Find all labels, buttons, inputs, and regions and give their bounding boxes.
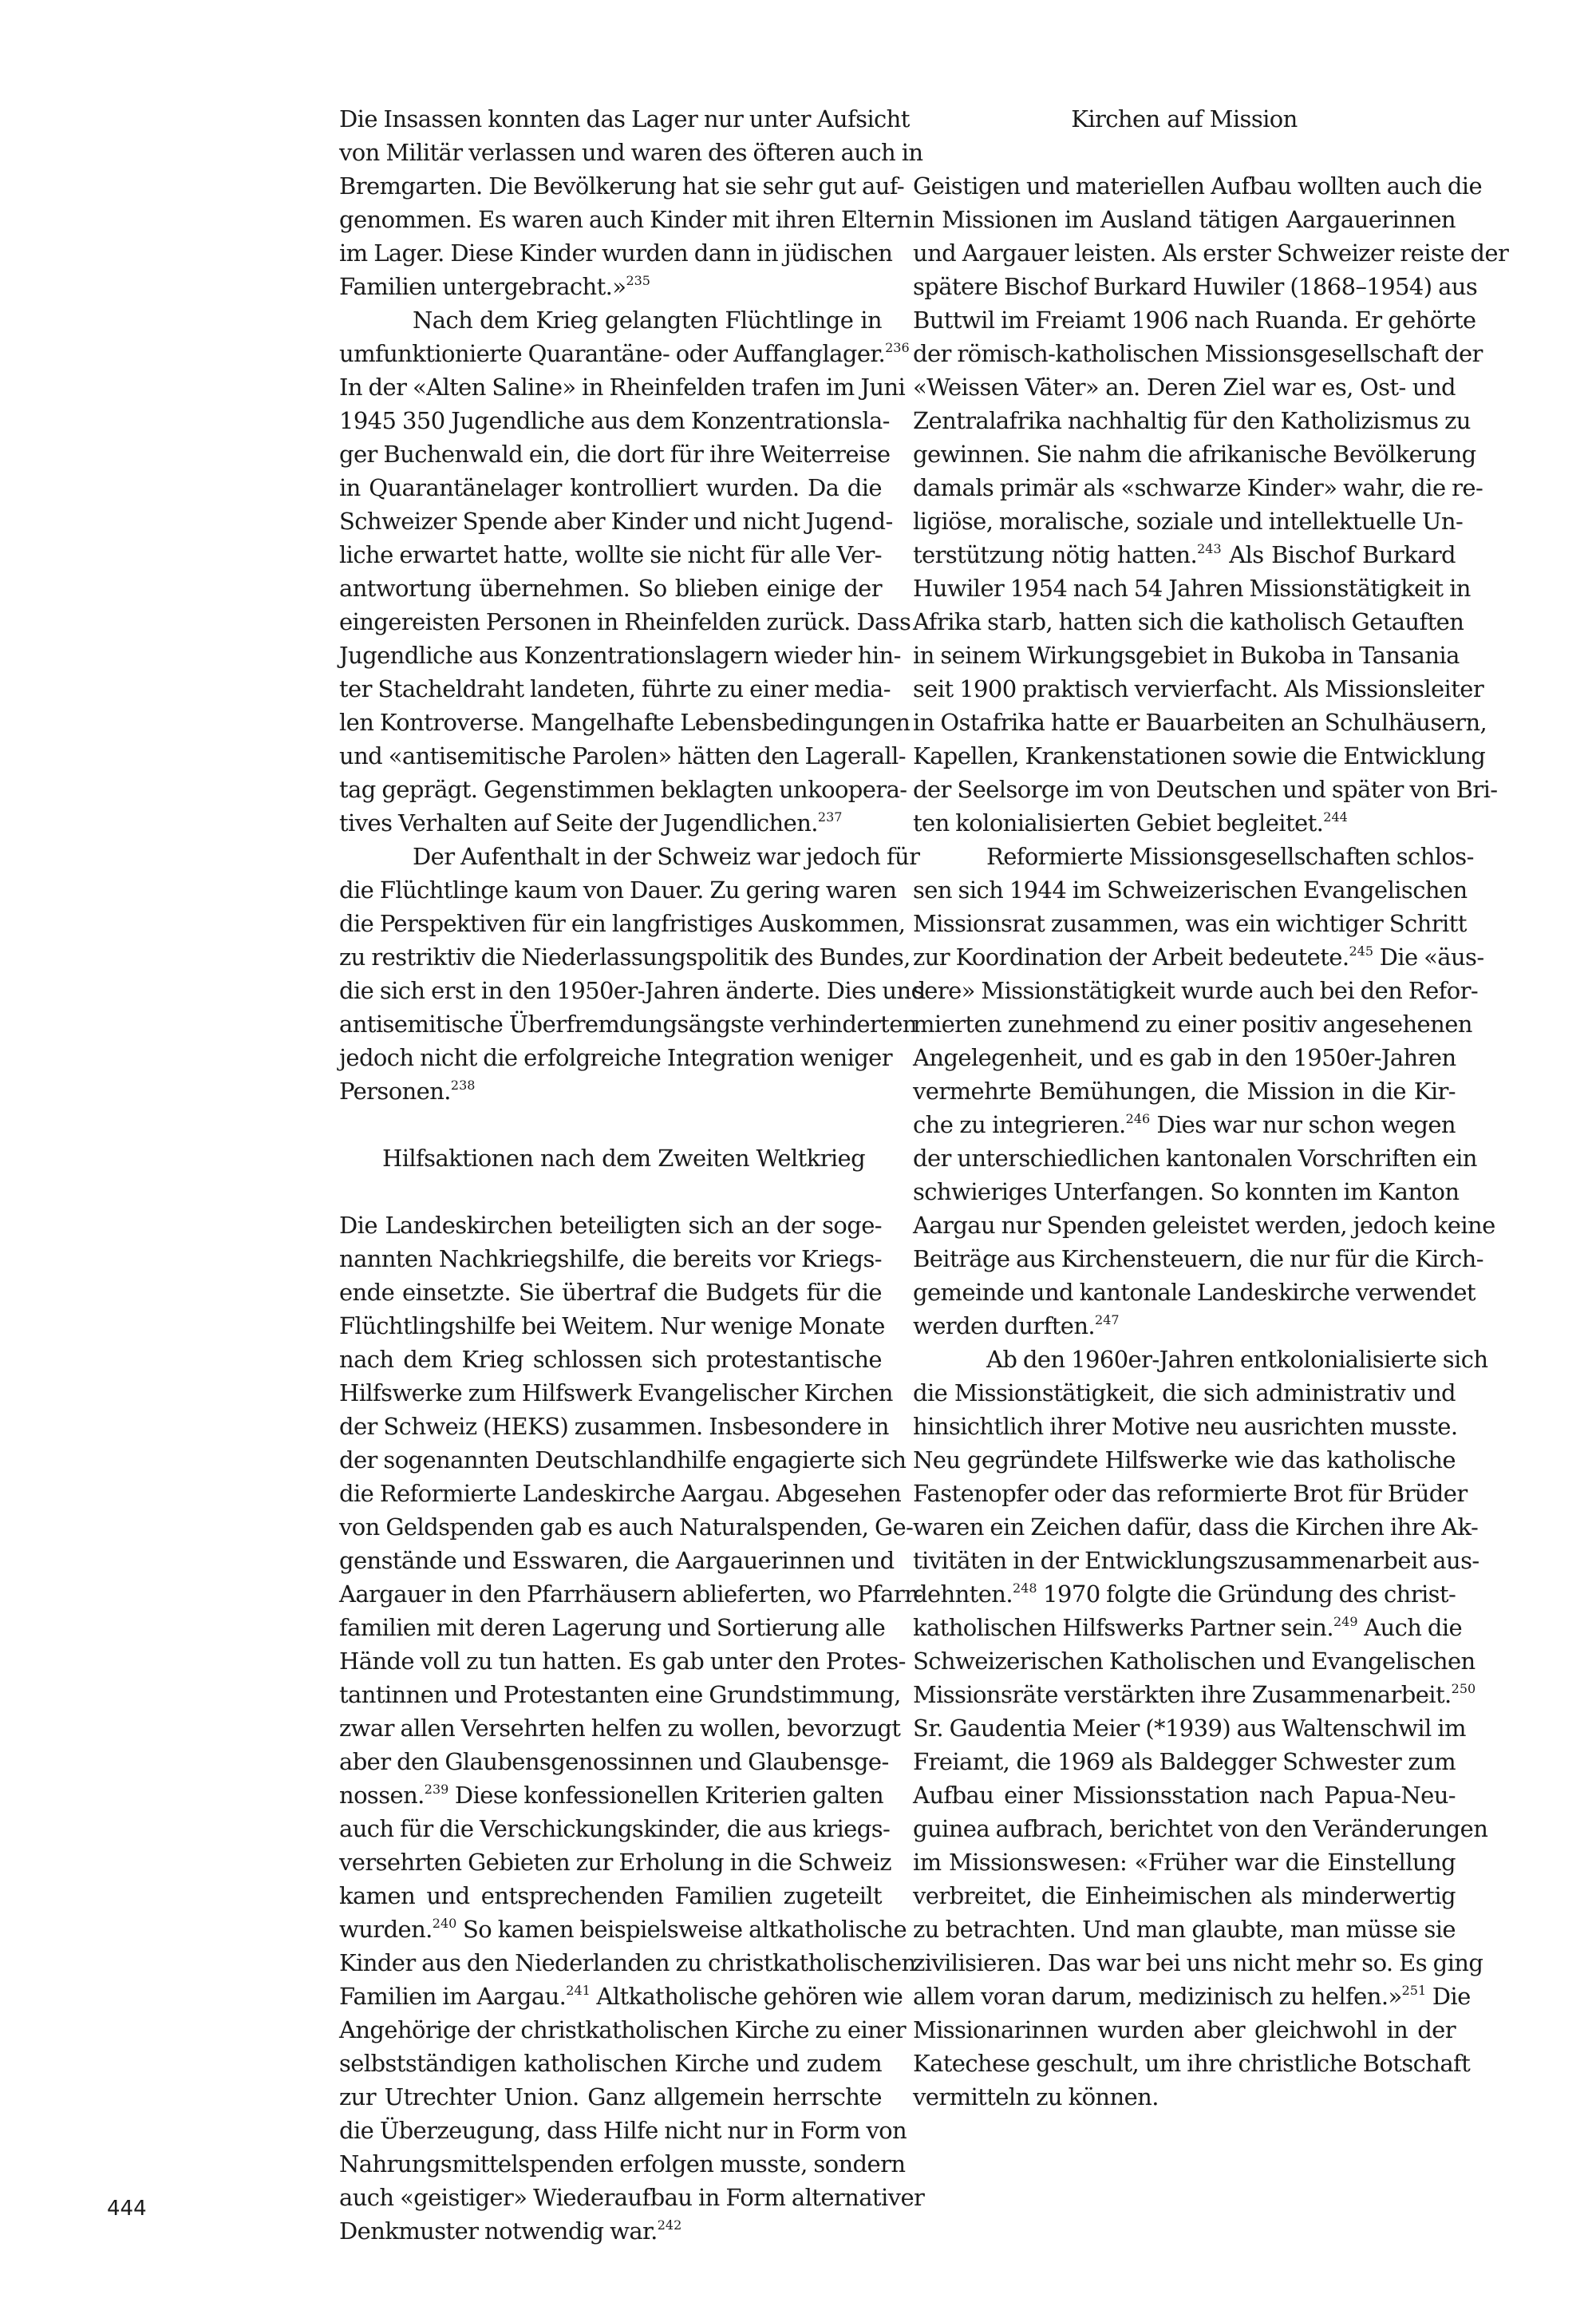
text-line	[913, 907, 1467, 940]
line-text: selbstständigen katholischen Kirche und zudem	[339, 2050, 882, 2077]
line-text: Aargauer in den Pfarrhäusern ablieferten, wo Pfarr-	[339, 1580, 922, 1608]
line-text: hinsichtlich ihrer Motive neu ausrichten musste.	[913, 1413, 1458, 1440]
text-line	[913, 1477, 1468, 1510]
line-text: tives Verhalten auf Seite der Jugendlichen.	[339, 809, 818, 837]
line-text: von Geldspenden gab es auch Naturalspenden, Ge-	[339, 1513, 914, 1541]
line-text: Nahrungsmittelspenden erfolgen musste, sondern	[339, 2150, 906, 2178]
text-line	[913, 672, 1484, 706]
line-text: Angelegenheit, und es gab in den 1950er-Jahren	[913, 1044, 1456, 1071]
line-text: Reformierte Missionsgesellschaften schlos-	[986, 843, 1474, 870]
text-line	[913, 1443, 1456, 1477]
text-line	[339, 1745, 889, 1778]
line-text: Die	[1426, 1983, 1471, 2010]
text-line	[913, 1343, 1488, 1376]
body-text-block	[913, 169, 1509, 2114]
text-line	[913, 1108, 1456, 1141]
text-line	[339, 136, 923, 169]
line-text: ende einsetzte. Sie übertraf die Budgets für die	[339, 1279, 882, 1306]
footnote-reference: 250	[1451, 1681, 1476, 1696]
footnote-reference: 239	[424, 1782, 449, 1797]
text-line	[339, 1812, 891, 1845]
text-line	[339, 1276, 882, 1309]
text-line	[339, 1443, 907, 1477]
line-text: Freiamt, die 1969 als Baldegger Schwester zum	[913, 1748, 1456, 1775]
text-line	[913, 1711, 1466, 1745]
footnote-reference: 247	[1095, 1312, 1120, 1327]
line-text: wurden.	[339, 1916, 433, 1943]
line-text: verbreitet, die Einheimischen als minderwertig	[913, 1882, 1456, 1909]
line-text: in seinem Wirkungsgebiet in Bukoba in Tansania	[913, 642, 1460, 669]
text-line	[913, 1913, 1456, 1946]
text-line	[913, 1980, 1471, 2013]
line-text: Denkmuster notwendig war.	[339, 2217, 658, 2245]
text-line	[339, 1913, 907, 1946]
line-text: kamen und entsprechenden Familien zugeteilt	[339, 1882, 882, 1909]
text-line	[339, 2147, 906, 2181]
line-text: und Aargauer leisten. Als erster Schweizer reiste der	[913, 239, 1509, 267]
line-text: versehrten Gebieten zur Erholung in die Schweiz	[339, 1849, 891, 1876]
text-line	[339, 1778, 882, 1812]
text-line	[913, 1678, 1476, 1711]
line-text: So kamen beispielsweise altkatholische	[456, 1916, 907, 1943]
line-text: Missionsrat zusammen, was ein wichtiger Schritt	[913, 910, 1467, 937]
text-line	[913, 1074, 1456, 1108]
text-line	[339, 1041, 893, 1074]
line-text: ter Stacheldraht landeten, führte zu einer media-	[339, 675, 891, 702]
text-line	[339, 1544, 895, 1577]
line-text: eingereisten Personen in Rheinfelden zurück. Dass	[339, 608, 911, 635]
line-text: Der Aufenthalt in der Schweiz war jedoch für	[413, 843, 920, 870]
text-line	[339, 404, 890, 437]
line-text: 1945 350 Jugendliche aus dem Konzentrationsla-	[339, 407, 890, 434]
text-line	[913, 1007, 1472, 1041]
text-line	[339, 1510, 914, 1544]
line-text: Auch die	[1357, 1614, 1463, 1641]
text-line	[339, 1980, 903, 2013]
text-line	[913, 1410, 1456, 1443]
text-line	[913, 1845, 1456, 1879]
line-text: Schweizer Spende aber Kinder und nicht Jugend-	[339, 508, 893, 535]
text-line	[913, 1242, 1483, 1276]
line-text: Huwiler 1954 nach 54 Jahren Missionstätigkeit in	[913, 575, 1471, 602]
text-line	[913, 1041, 1456, 1074]
line-text: genstände und Esswaren, die Aargauerinnen und	[339, 1547, 895, 1574]
footnote-reference: 243	[1197, 541, 1222, 556]
line-text: im Missionswesen: «Früher war die Einstellung	[913, 1849, 1456, 1876]
line-text: In der «Alten Saline» in Rheinfelden trafen im Juni	[339, 374, 906, 401]
text-line	[913, 1644, 1476, 1678]
text-line	[339, 2080, 882, 2114]
line-text: Familien untergebracht.»	[339, 273, 626, 300]
page-number: 444	[107, 2197, 147, 2221]
text-line	[339, 873, 897, 907]
text-line	[913, 471, 1483, 504]
line-text: Dies war nur schon wegen	[1150, 1111, 1456, 1138]
line-text: Afrika starb, hatten sich die katholisch Getauften	[913, 608, 1464, 635]
line-text: zivilisieren. Das war bei uns nicht mehr so. Es ging	[913, 1949, 1483, 1976]
line-text: Missionarinnen wurden aber gleichwohl in der	[913, 2016, 1456, 2043]
line-text: genommen. Es waren auch Kinder mit ihren Eltern	[339, 206, 912, 233]
text-line	[339, 2214, 882, 2248]
line-text: werden durften.	[913, 1312, 1096, 1339]
line-text: in Ostafrika hatte er Bauarbeiten an Schulhäusern,	[913, 709, 1487, 736]
text-line	[913, 303, 1476, 337]
text-line	[339, 840, 920, 873]
line-text: Katechese geschult, um ihre christliche Botschaft	[913, 2050, 1471, 2077]
line-text: ger Buchenwald ein, die dort für ihre Weiterreise	[339, 441, 891, 468]
line-text: der Schweiz (HEKS) zusammen. Insbesondere in	[339, 1413, 889, 1440]
line-text: der sogenannten Deutschlandhilfe engagierte sich	[339, 1446, 907, 1474]
line-text: die Flüchtlinge kaum von Dauer. Zu gering waren	[339, 876, 897, 904]
line-text: zu restriktiv die Niederlassungspolitik des Bundes,	[339, 943, 911, 971]
text-line	[339, 940, 911, 974]
text-line	[339, 203, 912, 236]
line-text: in Missionen im Ausland tätigen Aargauerinnen	[913, 206, 1456, 233]
line-text: die Reformierte Landeskirche Aargau. Abgesehen	[339, 1480, 902, 1507]
line-text: auch «geistiger» Wiederaufbau in Form alternativer	[339, 2184, 925, 2211]
line-text: seit 1900 praktisch vervierfacht. Als Missionsleiter	[913, 675, 1484, 702]
text-line	[913, 203, 1456, 236]
line-text: nannten Nachkriegshilfe, die bereits vor Kriegs-	[339, 1245, 882, 1272]
line-text: Ab den 1960er-Jahren entkolonialisierte sich	[986, 1346, 1488, 1373]
line-text: Sr. Gaudentia Meier (*1939) aus Waltenschwil im	[913, 1715, 1466, 1742]
text-line	[913, 1510, 1479, 1544]
line-text: Die Landeskirchen beteiligten sich an der soge-	[339, 1212, 882, 1239]
line-text: in Quarantänelager kontrolliert wurden. Da die	[339, 474, 882, 501]
line-text: zwar allen Versehrten helfen zu wollen, bevorzugt	[339, 1715, 901, 1742]
line-text: Familien im Aargau.	[339, 1983, 567, 2010]
line-text: Kapellen, Krankenstationen sowie die Entwicklung	[913, 742, 1486, 769]
text-line	[913, 940, 1484, 974]
text-line	[913, 974, 1479, 1007]
text-line	[339, 639, 901, 672]
line-text: «Weissen Väter» an. Deren Ziel war es, Ost- und	[913, 374, 1456, 401]
text-line	[339, 974, 926, 1007]
text-line	[339, 605, 911, 639]
line-text: Bremgarten. Die Bevölkerung hat sie sehr gut auf-	[339, 172, 905, 200]
line-text: tag geprägt. Gegenstimmen beklagten unkoopera-	[339, 776, 907, 803]
text-line	[339, 1208, 882, 1242]
line-text: Altkatholische gehören wie	[590, 1983, 903, 2010]
line-text: Die «äus-	[1373, 943, 1484, 971]
text-line	[339, 538, 882, 572]
text-line	[913, 773, 1498, 806]
footnote-reference: 237	[817, 809, 843, 825]
line-text: allem voran darum, medizinisch zu helfen.»	[913, 1983, 1402, 2010]
footnote-reference: 240	[432, 1916, 457, 1931]
text-line	[339, 1577, 922, 1611]
footnote-reference: 241	[566, 1983, 591, 1998]
line-text: Aufbau einer Missionsstation nach Papua-Neu-	[913, 1782, 1456, 1809]
text-line	[913, 270, 1478, 303]
line-text: Hilfswerke zum Hilfswerk Evangelischer Kirchen	[339, 1379, 893, 1406]
line-text: sen sich 1944 im Schweizerischen Evangelischen	[913, 876, 1468, 904]
line-text: Hände voll zu tun hatten. Es gab unter den Protes-	[339, 1648, 906, 1675]
line-text: Zentralafrika nachhaltig für den Katholizismus zu	[913, 407, 1471, 434]
text-line	[913, 739, 1486, 773]
text-line	[913, 806, 1456, 840]
text-line	[913, 706, 1487, 739]
section-heading: Kirchen auf Mission	[1071, 105, 1298, 133]
line-text: der unterschiedlichen kantonalen Vorschriften ein	[913, 1145, 1477, 1172]
text-line	[913, 1879, 1456, 1913]
left-column	[339, 102, 926, 2248]
line-text: tivitäten in der Entwicklungszusammenarbeit aus-	[913, 1547, 1479, 1574]
text-line	[339, 102, 910, 136]
body-text-block	[339, 102, 926, 1108]
line-text: der Seelsorge im von Deutschen und später von Bri-	[913, 776, 1498, 803]
footnote-reference: 236	[885, 340, 910, 355]
text-line	[913, 437, 1476, 471]
line-text: Flüchtlingshilfe bei Weitem. Nur wenige Monate	[339, 1312, 885, 1339]
right-column	[913, 102, 1509, 2114]
text-line	[339, 2013, 907, 2047]
line-text: vermitteln zu können.	[913, 2083, 1159, 2110]
text-line	[913, 236, 1509, 270]
line-text: liche erwartet hatte, wollte sie nicht für alle Ver-	[339, 541, 882, 568]
line-text: gewinnen. Sie nahm die afrikanische Bevölkerung	[913, 441, 1476, 468]
text-line	[913, 1778, 1456, 1812]
line-text: und «antisemitische Parolen» hätten den Lagerall-	[339, 742, 906, 769]
line-text: die Missionstätigkeit, die sich administrativ und	[913, 1379, 1456, 1406]
line-text: gemeinde und kantonale Landeskirche verwendet	[913, 1279, 1476, 1306]
footnote-reference: 251	[1401, 1983, 1427, 1998]
text-line	[913, 605, 1464, 639]
text-line	[913, 504, 1464, 538]
line-text: Personen.	[339, 1078, 451, 1105]
line-text: im Lager. Diese Kinder wurden dann in jüdischen	[339, 239, 893, 267]
text-line	[339, 1309, 885, 1343]
line-text: Angehörige der christkatholischen Kirche zu einer	[339, 2016, 907, 2043]
line-text: guinea aufbrach, berichtet von den Veränderungen	[913, 1815, 1488, 1842]
line-text: aber den Glaubensgenossinnen und Glaubensge-	[339, 1748, 889, 1775]
text-line	[339, 303, 882, 337]
text-line	[339, 672, 891, 706]
text-line	[913, 2047, 1471, 2080]
line-text: Schweizerischen Katholischen und Evangelischen	[913, 1648, 1476, 1675]
line-text: terstützung nötig hatten.	[913, 541, 1198, 568]
line-text: Aargau nur Spenden geleistet werden, jedoch keine	[913, 1212, 1495, 1239]
line-text: Jugendliche aus Konzentrationslagern wieder hin-	[339, 642, 901, 669]
line-text: dehnten.	[913, 1580, 1013, 1608]
text-line	[339, 337, 910, 370]
line-text: Beiträge aus Kirchensteuern, die nur für die Kirch-	[913, 1245, 1483, 1272]
text-line	[913, 2080, 1456, 2114]
line-text: familien mit deren Lagerung und Sortierung alle	[339, 1614, 886, 1641]
text-line	[339, 471, 882, 504]
line-text: Die Insassen konnten das Lager nur unter Aufsicht	[339, 105, 910, 133]
text-line	[339, 907, 906, 940]
line-text: ligiöse, moralische, soziale und intellektuelle Un-	[913, 508, 1464, 535]
text-line	[913, 1611, 1463, 1644]
line-text: jedoch nicht die erfolgreiche Integration weniger	[339, 1044, 893, 1071]
line-text: zur Koordination der Arbeit bedeutete.	[913, 943, 1349, 971]
line-text: sere» Missionstätigkeit wurde auch bei den Refor-	[913, 977, 1479, 1004]
text-line	[913, 404, 1471, 437]
footnote-reference: 249	[1333, 1614, 1358, 1629]
text-line	[913, 1544, 1479, 1577]
line-text: von Militär verlassen und waren des öfteren auch in	[339, 139, 923, 166]
text-line	[913, 572, 1471, 605]
line-text: waren ein Zeichen dafür, dass die Kirchen ihre Ak-	[913, 1513, 1479, 1541]
line-text: che zu integrieren.	[913, 1111, 1126, 1138]
line-text: schwieriges Unterfangen. So konnten im Kanton	[913, 1178, 1460, 1205]
text-line	[913, 169, 1483, 203]
line-text: mierten zunehmend zu einer positiv angesehenen	[913, 1011, 1472, 1038]
text-line	[913, 2013, 1456, 2047]
line-text: Als Bischof Burkard	[1221, 541, 1456, 568]
text-line	[339, 1611, 886, 1644]
line-text: ten kolonialisierten Gebiet begleitet.	[913, 809, 1324, 837]
line-text: katholischen Hilfswerks Partner sein.	[913, 1614, 1333, 1641]
text-line	[913, 1946, 1483, 1980]
text-line	[339, 236, 893, 270]
text-line	[339, 1242, 882, 1276]
text-line	[339, 1007, 917, 1041]
footnote-reference: 235	[626, 273, 650, 288]
line-text: antwortung übernehmen. So blieben einige der	[339, 575, 882, 602]
line-text: Kinder aus den Niederlanden zu christkatholischen	[339, 1949, 916, 1976]
line-text: antisemitische Überfremdungsängste verhinderten	[339, 1011, 917, 1038]
text-line	[913, 840, 1474, 873]
line-text: len Kontroverse. Mangelhafte Lebensbedingungen	[339, 709, 911, 736]
text-line	[913, 873, 1468, 907]
text-line	[913, 1812, 1488, 1845]
text-line	[339, 1343, 882, 1376]
footnote-reference: 244	[1323, 809, 1348, 825]
text-line	[913, 370, 1456, 404]
text-line	[339, 1678, 901, 1711]
text-line	[913, 538, 1456, 572]
line-text: die sich erst in den 1950er-Jahren änderte. Dies und	[339, 977, 926, 1004]
text-line	[913, 1276, 1476, 1309]
text-line	[339, 169, 905, 203]
text-line	[339, 1410, 889, 1443]
line-text: zur Utrechter Union. Ganz allgemein herrschte	[339, 2083, 882, 2110]
text-line	[339, 1644, 906, 1678]
text-line	[913, 1577, 1456, 1611]
text-line	[339, 2181, 925, 2214]
text-line	[339, 504, 893, 538]
text-line	[913, 1376, 1456, 1410]
text-line	[339, 1477, 902, 1510]
line-text: Neu gegründete Hilfswerke wie das katholische	[913, 1446, 1456, 1474]
line-text: zu betrachten. Und man glaubte, man müsse sie	[913, 1916, 1456, 1943]
section-heading: Hilfsaktionen nach dem Zweiten Weltkrieg	[382, 1145, 866, 1172]
line-text: Fastenopfer oder das reformierte Brot für Brüder	[913, 1480, 1468, 1507]
line-text: die Perspektiven für ein langfristiges Auskommen,	[339, 910, 906, 937]
body-text-block	[339, 1208, 925, 2248]
text-line	[339, 1376, 893, 1410]
text-line	[913, 1745, 1456, 1778]
line-text: nossen.	[339, 1782, 425, 1809]
footnote-reference: 238	[450, 1078, 476, 1093]
text-line	[339, 806, 882, 840]
line-text: vermehrte Bemühungen, die Mission in die Kir-	[913, 1078, 1456, 1105]
footnote-reference: 245	[1349, 943, 1374, 959]
text-line	[913, 1175, 1460, 1208]
text-line	[339, 1845, 891, 1879]
line-text: spätere Bischof Burkard Huwiler (1868–1954) aus	[913, 273, 1478, 300]
text-line	[339, 437, 891, 471]
text-line	[913, 337, 1483, 370]
line-text: die Überzeugung, dass Hilfe nicht nur in Form von	[339, 2117, 907, 2144]
text-line	[339, 1074, 882, 1108]
text-line	[339, 2047, 882, 2080]
footnote-reference: 246	[1125, 1111, 1151, 1126]
line-text: auch für die Verschickungskinder, die aus kriegs-	[339, 1815, 891, 1842]
text-line	[339, 1711, 901, 1745]
text-line	[339, 572, 882, 605]
text-line	[339, 2114, 907, 2147]
line-text: Diese konfessionellen Kriterien galten	[448, 1782, 884, 1809]
text-line	[339, 270, 882, 303]
text-line	[339, 1946, 916, 1980]
line-text: Missionsräte verstärkten ihre Zusammenarbeit.	[913, 1681, 1452, 1708]
line-text: tantinnen und Protestanten eine Grundstimmung,	[339, 1681, 901, 1708]
text-line	[339, 739, 906, 773]
line-text: Nach dem Krieg gelangten Flüchtlinge in	[413, 307, 882, 334]
footnote-reference: 242	[657, 2217, 682, 2233]
line-text: Geistigen und materiellen Aufbau wollten auch die	[913, 172, 1483, 200]
line-text: Buttwil im Freiamt 1906 nach Ruanda. Er gehörte	[913, 307, 1476, 334]
line-text: umfunktionierte Quarantäne- oder Auffanglager.	[339, 340, 886, 367]
footnote-reference: 248	[1013, 1580, 1037, 1596]
text-line	[913, 1309, 1456, 1343]
text-line	[339, 370, 906, 404]
line-text: nach dem Krieg schlossen sich protestantische	[339, 1346, 882, 1373]
text-line	[339, 706, 911, 739]
text-line	[913, 639, 1460, 672]
text-line	[339, 773, 907, 806]
line-text: damals primär als «schwarze Kinder» wahr, die re-	[913, 474, 1483, 501]
text-line	[913, 1141, 1477, 1175]
line-text: 1970 folgte die Gründung des christ-	[1037, 1580, 1456, 1608]
text-line	[339, 1879, 882, 1913]
line-text: der römisch-katholischen Missionsgesellschaft der	[913, 340, 1483, 367]
text-line	[913, 1208, 1495, 1242]
